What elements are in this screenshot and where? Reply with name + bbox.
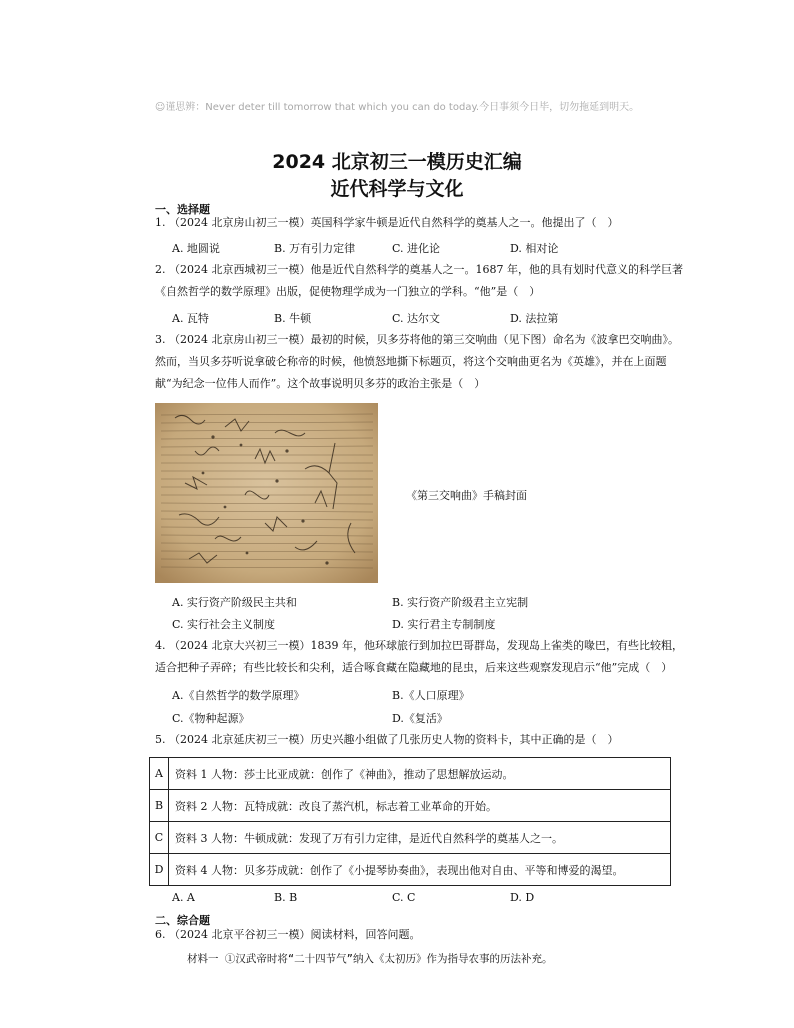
section-heading-choice: 一、选择题 — [155, 203, 210, 216]
table-row — [150, 758, 671, 790]
q1-option-d: D. 相对论 — [510, 242, 559, 255]
q5-option-a: A. A — [172, 891, 195, 904]
q3-option-b: B. 实行资产阶级君主立宪制 — [392, 596, 529, 609]
q1-option-c: C. 进化论 — [392, 242, 441, 255]
q2-option-d: D. 法拉第 — [510, 312, 559, 325]
q3-option-c: C. 实行社会主义制度 — [172, 618, 276, 631]
symphony-manuscript-image — [155, 403, 378, 583]
question-1 — [155, 212, 720, 234]
card-text: 资料 2 人物：瓦特成就：改良了蒸汽机，标志着工业革命的开始。 — [169, 790, 671, 822]
card-key: A — [150, 758, 169, 790]
material-one-text: 材料一 ①汉武帝时将“二十四节气”纳入《太初历》作为指导农事的历法补充。 — [187, 953, 553, 965]
question-1-line-1: 1. （2024 北京房山初三一模）英国科学家牛顿是近代自然科学的奠基人之一。他提出了（ ） — [155, 216, 619, 229]
question-4 — [155, 635, 720, 679]
question-4-line-2: 适合把种子弄碎；有些比较长和尖利，适合啄食藏在隐藏地的昆虫，后来这些观察发现启示“他”完成（ ） — [155, 661, 673, 674]
q5-option-b: B. B — [274, 891, 298, 904]
q2-option-c: C. 达尔文 — [392, 312, 441, 325]
q1-option-b: B. 万有引力定律 — [274, 242, 356, 255]
q5-option-d: D. D — [510, 891, 535, 904]
q4-option-d: D.《复活》 — [392, 712, 448, 725]
doc-title: 2024 北京初三一模历史汇编 — [272, 151, 522, 173]
table-row — [150, 822, 671, 854]
q4-option-a: A.《自然哲学的数学原理》 — [172, 689, 305, 702]
question-3-line-1: 3. （2024 北京房山初三一模）最初的时候，贝多芬将他的第三交响曲（见下图）命名为《波拿巴交响曲》。 — [155, 333, 679, 346]
q1-option-a: A. 地圆说 — [172, 242, 220, 255]
table-row — [150, 790, 671, 822]
q4-option-b: B.《人口原理》 — [392, 689, 470, 702]
card-text: 资料 4 人物：贝多芬成就：创作了《小提琴协奏曲》，表现出他对自由、平等和博爱的渴望。 — [169, 854, 671, 886]
question-3-line-2: 然而，当贝多芬听说拿破仑称帝的时候，他愤怒地撕下标题页，将这个交响曲更名为《英雄》，并在上面题 — [155, 355, 667, 368]
card-key: C — [150, 822, 169, 854]
q5-option-c: C. C — [392, 891, 416, 904]
card-text: 资料 1 人物：莎士比亚成就：创作了《神曲》，推动了思想解放运动。 — [169, 758, 671, 790]
q4-option-c: C.《物种起源》 — [172, 712, 250, 725]
header-motto: ☺谨思辨：Never deter till tomorrow that which you can do today.今日事须今日毕，切勿拖延到明天。 — [154, 102, 640, 113]
table-row — [150, 854, 671, 886]
question-5-line-1: 5. （2024 北京延庆初三一模）历史兴趣小组做了几张历史人物的资料卡，其中正确的是（ ） — [155, 733, 619, 746]
card-key: D — [150, 854, 169, 886]
section-heading-comprehensive: 二、综合题 — [155, 914, 210, 927]
question-2-line-2: 《自然哲学的数学原理》出版，促使物理学成为一门独立的学科。“他”是（ ） — [155, 285, 541, 298]
question-3-line-3: 献“为纪念一位伟人而作”。这个故事说明贝多芬的政治主张是（ ） — [155, 377, 486, 390]
question-2-line-1: 2. （2024 北京西城初三一模）他是近代自然科学的奠基人之一。1687 年，他的具有划时代意义的科学巨著 — [155, 263, 683, 276]
doc-subtitle: 近代科学与文化 — [330, 178, 464, 200]
q3-option-d: D. 实行君主专制制度 — [392, 618, 496, 631]
card-text: 资料 3 人物：牛顿成就：发现了万有引力定律，是近代自然科学的奠基人之一。 — [169, 822, 671, 854]
profile-cards-table — [149, 757, 671, 886]
q2-option-b: B. 牛顿 — [274, 312, 312, 325]
question-4-line-1: 4. （2024 北京大兴初三一模）1839 年，他环球旅行到加拉巴哥群岛，发现岛上雀类的喙巴，有些比较粗， — [155, 639, 683, 652]
question-6 — [155, 924, 720, 946]
manuscript-caption: 《第三交响曲》手稿封面 — [406, 489, 527, 502]
card-key: B — [150, 790, 169, 822]
q2-option-a: A. 瓦特 — [172, 312, 209, 325]
question-3 — [155, 329, 720, 395]
question-5 — [155, 729, 720, 751]
question-2 — [155, 259, 720, 303]
question-6-line-1: 6. （2024 北京平谷初三一模）阅读材料，回答问题。 — [155, 928, 421, 941]
q3-option-a: A. 实行资产阶级民主共和 — [172, 596, 297, 609]
